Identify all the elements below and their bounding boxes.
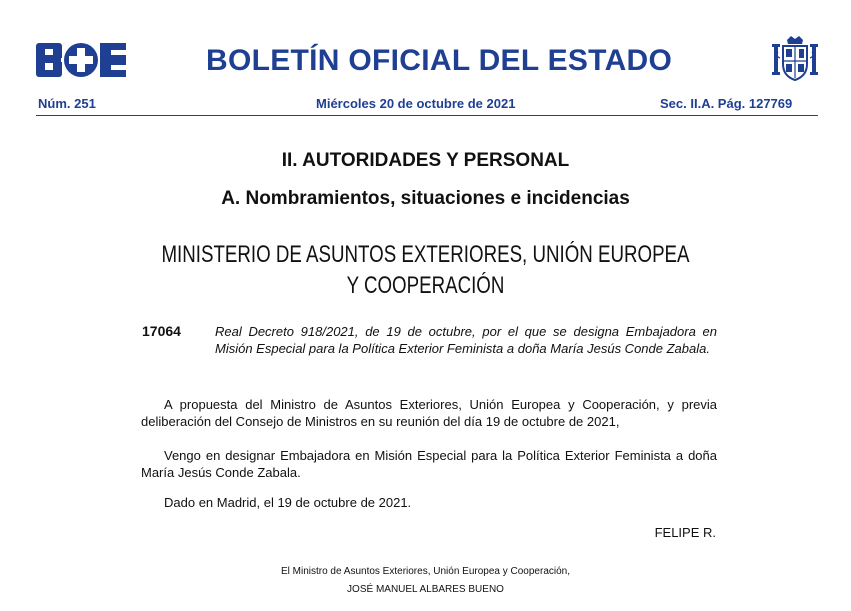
body-paragraph-dated: Dado en Madrid, el 19 de octubre de 2021. [164, 495, 412, 510]
decree-summary: Real Decreto 918/2021, de 19 de octubre, por el que se designa Embajadora en Misión Especial para la Política Exterior Feminista a doña María Jesús Conde Zabala. [215, 324, 717, 356]
subsection-title: A. Nombramientos, situaciones e incidencias [221, 188, 630, 209]
minister-name: JOSÉ MANUEL ALBARES BUENO [347, 584, 504, 595]
ministry-name-line-1: MINISTERIO DE ASUNTOS EXTERIORES, UNIÓN EUROPEA [161, 241, 690, 268]
minister-title: El Ministro de Asuntos Exteriores, Unión Europea y Cooperación, [280, 566, 571, 577]
issue-date: Miércoles 20 de octubre de 2021 [316, 96, 516, 111]
spain-coat-of-arms-icon [772, 34, 818, 82]
ministry-name-line-2: Y COOPERACIÓN [346, 272, 505, 299]
body-paragraph-proposal: A propuesta del Ministro de Asuntos Exteriores, Unión Europea y Cooperación, y previa deliberación del Consejo de Ministros en su reunión del día 19 de octubre de 2021, [141, 397, 717, 429]
masthead-title: BOLETÍN OFICIAL DEL ESTADO [206, 44, 673, 77]
section-title: II. AUTORIDADES Y PERSONAL [281, 150, 570, 171]
issue-number: Núm. 251 [38, 96, 96, 111]
royal-signature: FELIPE R. [654, 525, 716, 540]
section-page: Sec. II.A. Pág. 127769 [660, 96, 793, 111]
body-paragraph-designation: Vengo en designar Embajadora en Misión Especial para la Política Exterior Feminista a doña María Jesús Conde Zabala. [141, 448, 717, 480]
header-divider [36, 115, 818, 116]
entry-number: 17064 [142, 323, 181, 339]
boe-logo [36, 42, 126, 78]
